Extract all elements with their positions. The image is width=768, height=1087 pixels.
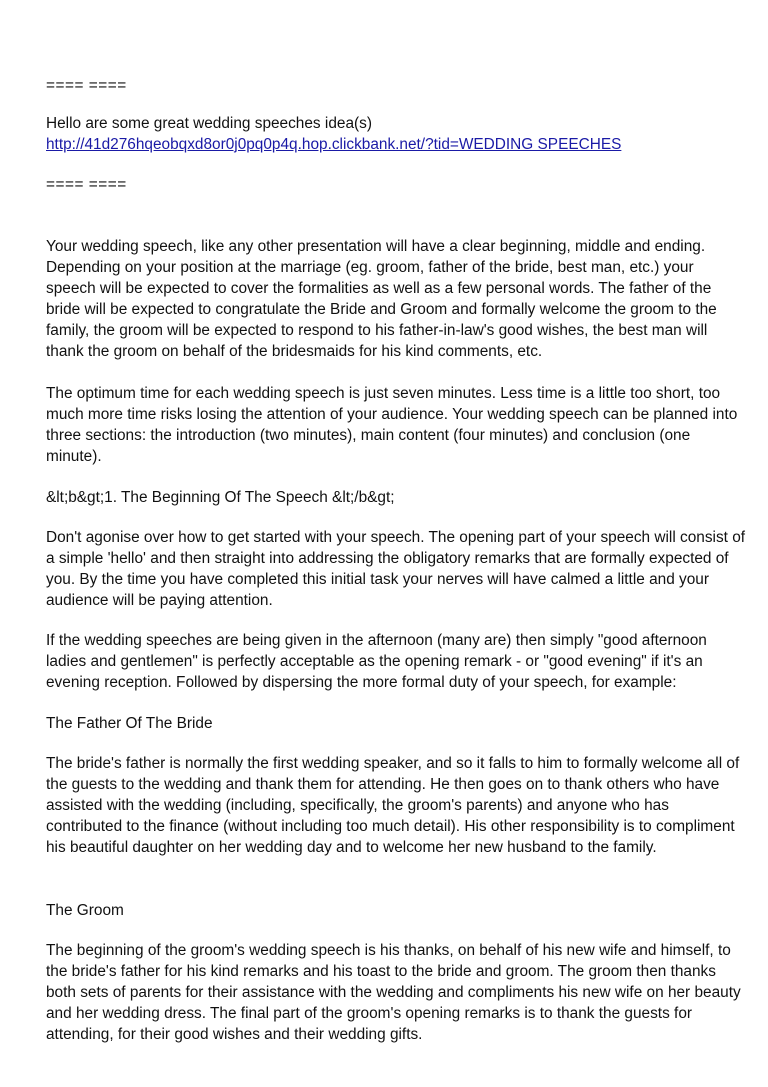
paragraph-getting-started: Don't agonise over how to get started with your speech. The opening part of your speech will consist of a simple 'hello' and then straight into addressing the obligatory remarks that are formally expected of you. By the time you have completed this initial task your nerves will have calmed a little and your audience will be paying attention. [46,529,746,610]
paragraph-groom: The beginning of the groom's wedding speech is his thanks, on behalf of his new wife and himself, to the bride's father for his kind remarks and his toast to the bride and groom. The groom then thanks both sets of parents for their assistance with the wedding and compliments his new wife on her beauty and her wedding dress. The final part of the groom's opening remarks is to thank the guests for attending, for their good wishes and their wedding gifts. [46,942,741,1044]
paragraph-father: The bride's father is normally the first wedding speaker, and so it falls to him to formally welcome all of the guests to the wedding and thank them for attending. He then goes on to thank others who have assisted with the wedding (including, specifically, the groom's parents) and anyone who has contributed to the finance (without including too much detail). His other responsibility is to compliment his beautiful daughter on her wedding day and to welcome her new husband to the family. [46,755,740,857]
affiliate-link-line [46,134,621,155]
paragraph-greeting: If the wedding speeches are being given in the afternoon (many are) then simply "good afternoon ladies and gentlemen" is perfectly acceptable as the opening remark - or "good evening" if it's an evening reception. Followed by dispersing the more formal duty of your speech, for example: [46,632,707,692]
section-heading-groom: The Groom [46,902,124,919]
section-heading-father: The Father Of The Bride [46,715,213,732]
section-heading-beginning: &lt;b&gt;1. The Beginning Of The Speech &lt;/b&gt; [46,489,395,506]
paragraph-timing: The optimum time for each wedding speech is just seven minutes. Less time is a little too short, too much more time risks losing the attention of your audience. Your wedding speech can be planned into three sections: the introduction (two minutes), main content (four minutes) and conclusion (one minute). [46,385,738,466]
separator-top: ==== ==== [46,77,127,94]
affiliate-link[interactable]: http://41d276hqeobqxd8or0j0pq0p4q.hop.clickbank.net/?tid=WEDDING SPEECHES [46,136,622,153]
separator-bottom: ==== ==== [46,176,127,193]
intro-text: Hello are some great wedding speeches idea(s) [46,115,372,132]
paragraph-intro: Your wedding speech, like any other presentation will have a clear beginning, middle and ending. Depending on your position at the marriage (eg. groom, father of the bride, best man, etc.) your speech will be expected to cover the formalities as well as a few personal words. The father of the bride will be expected to congratulate the Bride and Groom and formally welcome the groom to the family, the groom will be expected to respond to his father-in-law's good wishes, the best man will thank the groom on behalf of the bridesmaids for his kind comments, etc. [46,238,717,361]
